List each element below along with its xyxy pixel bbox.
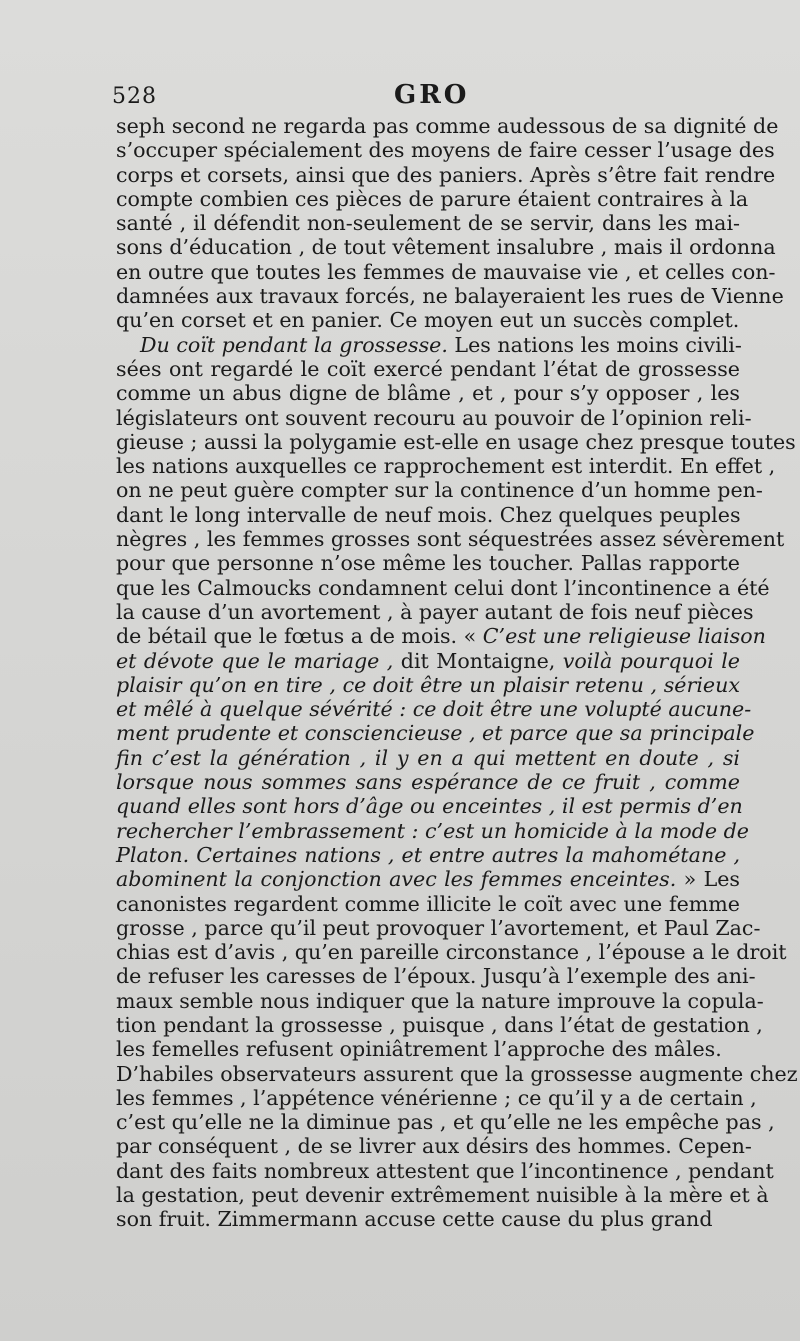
page-number: 528	[112, 84, 157, 109]
italic-text: Platon. Certaines nations , et entre autres la mahométane ,	[116, 842, 740, 867]
text-segment: de bétail que le fœtus a de mois. «	[116, 624, 483, 649]
text-line	[116, 1012, 763, 1037]
text-line	[116, 1158, 774, 1183]
text-segment: maux semble nous indiquer que la nature improuve la copula-	[116, 988, 764, 1013]
text-line	[116, 1085, 757, 1110]
running-title: GRO	[394, 80, 470, 110]
text-segment: on ne peut guère compter sur la continence d’un homme pen-	[116, 478, 763, 503]
text-segment: D’habiles observateurs assurent que la grossesse augmente chez	[116, 1061, 798, 1086]
text-line	[116, 357, 740, 381]
text-segment: nègres , les femmes grosses sont séquestrées assez sévèrement	[116, 527, 785, 552]
text-segment: gieuse ; aussi la polygamie est-elle en usage chez presque toutes	[116, 429, 796, 454]
text-segment: c’est qu’elle ne la diminue pas , et qu’elle ne les empêche pas ,	[116, 1110, 775, 1135]
text-line	[116, 284, 784, 309]
text-line	[116, 478, 763, 503]
text-line	[116, 308, 740, 332]
text-line	[116, 527, 785, 552]
text-line	[116, 1134, 752, 1159]
text-segment: grosse , parce qu’il peut provoquer l’avortement, et Paul Zac-	[116, 915, 761, 940]
text-line	[116, 746, 740, 770]
text-line	[116, 721, 755, 746]
text-line	[116, 1037, 740, 1061]
text-line	[116, 575, 770, 600]
text-segment: par conséquent , de se livrer aux désirs des hommes. Cepen-	[116, 1134, 752, 1159]
italic-text: lorsque nous sommes sans espérance de ce fruit , comme	[116, 770, 740, 795]
text-line	[116, 964, 756, 989]
text-segment: » Les	[676, 867, 741, 892]
text-line	[116, 1110, 775, 1135]
text-segment: qu’en corset et en panier. Ce moyen eut un succès complet.	[116, 308, 740, 333]
text-line	[116, 138, 775, 163]
text-line	[116, 1207, 740, 1231]
text-segment: que les Calmoucks condamnent celui dont l’incontinence a été	[116, 575, 770, 600]
text-line	[116, 770, 740, 794]
text-segment: dit Montaigne,	[393, 648, 563, 673]
text-line	[116, 211, 740, 235]
text-segment: tion pendant la grossesse , puisque , dans l’état de gestation ,	[116, 1012, 763, 1037]
text-line	[116, 259, 776, 284]
italic-text: quand elles sont hors d’âge ou enceintes , il est permis d’en	[116, 794, 743, 819]
text-line	[116, 624, 766, 649]
text-line	[116, 794, 743, 819]
text-segment: Les nations les moins civili-	[447, 332, 742, 357]
text-segment: damnées aux travaux forcés, ne balayeraient les rues de Vienne	[116, 284, 784, 309]
text-segment: son fruit. Zimmermann accuse cette cause du plus grand	[116, 1207, 713, 1232]
text-line	[116, 551, 740, 575]
italic-text: ment prudente et consciencieuse , et parce que sa principale	[116, 721, 755, 746]
text-line	[116, 162, 776, 187]
text-line	[116, 915, 761, 940]
text-line	[116, 454, 776, 479]
text-segment: les femelles refusent opiniâtrement l’approche des mâles.	[116, 1037, 722, 1062]
text-line	[116, 649, 740, 673]
text-line	[116, 429, 796, 454]
italic-text: abominent la conjonction avec les femmes enceintes.	[116, 867, 677, 892]
text-line	[116, 892, 740, 916]
text-line	[116, 599, 754, 624]
text-segment: compte combien ces pièces de parure étaient contraires à la	[116, 186, 749, 211]
italic-text: C’est une religieuse liaison	[482, 624, 766, 649]
text-line	[116, 333, 740, 357]
text-line	[116, 697, 752, 722]
text-segment: santé , il défendit non-seulement de se servir, dans les mai-	[116, 211, 740, 236]
text-segment: chias est d’avis , qu’en pareille circonstance , l’épouse a le droit	[116, 940, 787, 965]
text-line	[116, 381, 740, 405]
text-segment: sées ont regardé le coït exercé pendant l’état de grossesse	[116, 356, 740, 381]
text-line	[116, 235, 776, 260]
italic-text: fin c’est la génération , il y en a qui mettent en doute , si	[116, 745, 740, 770]
text-line	[116, 673, 740, 697]
text-segment: législateurs ont souvent recouru au pouvoir de l’opinion reli-	[116, 405, 752, 430]
text-segment: en outre que toutes les femmes de mauvaise vie , et celles con-	[116, 259, 776, 284]
text-line	[116, 1061, 798, 1086]
italic-text: et mêlé à quelque sévérité : ce doit être une volupté aucune-	[116, 697, 752, 722]
text-segment: de refuser les caresses de l’époux. Jusqu’à l’exemple des ani-	[116, 964, 756, 989]
italic-text: et dévote que le mariage ,	[116, 648, 394, 673]
text-segment: dant des faits nombreux attestent que l’incontinence , pendant	[116, 1158, 774, 1183]
text-segment: seph second ne regarda pas comme audessous de sa dignité de	[116, 114, 779, 138]
text-line	[116, 405, 752, 430]
text-line	[116, 988, 764, 1013]
text-segment: dant le long intervalle de neuf mois. Chez quelques peuples	[116, 502, 741, 527]
text-segment: comme un abus digne de blâme , et , pour s’y opposer , les	[116, 381, 740, 406]
text-line	[116, 867, 740, 891]
text-segment: la gestation, peut devenir extrêmement nuisible à la mère et à	[116, 1183, 769, 1208]
italic-text: Du coït pendant la grossesse.	[140, 332, 448, 357]
text-line	[116, 114, 779, 138]
italic-text: voilà pourquoi le	[562, 648, 740, 673]
text-segment: sons d’éducation , de tout vêtement insalubre , mais il ordonna	[116, 235, 776, 260]
text-segment: corps et corsets, ainsi que des paniers. Après s’être fait rendre	[116, 162, 776, 187]
italic-text: plaisir qu’on en tire , ce doit être un plaisir retenu , sérieux	[116, 672, 740, 697]
page-header	[112, 80, 742, 114]
text-segment: canonistes regardent comme illicite le coït avec une femme	[116, 891, 740, 916]
text-segment: s’occuper spécialement des moyens de faire cesser l’usage des	[116, 138, 775, 163]
text-line	[116, 186, 749, 211]
text-line	[116, 940, 787, 965]
text-segment: pour que personne n’ose même les toucher. Pallas rapporte	[116, 551, 740, 576]
text-line	[116, 1183, 769, 1208]
text-line	[116, 503, 740, 527]
text-line	[116, 818, 749, 843]
text-line	[116, 843, 740, 867]
text-segment: la cause d’un avortement , à payer autant de fois neuf pièces	[116, 599, 754, 624]
italic-text: rechercher l’embrassement : c’est un homicide à la mode de	[116, 818, 749, 843]
body-text	[116, 114, 798, 1232]
text-segment: les nations auxquelles ce rapprochement est interdit. En effet ,	[116, 454, 776, 479]
text-segment: les femmes , l’appétence vénérienne ; ce qu’il y a de certain ,	[116, 1085, 757, 1110]
